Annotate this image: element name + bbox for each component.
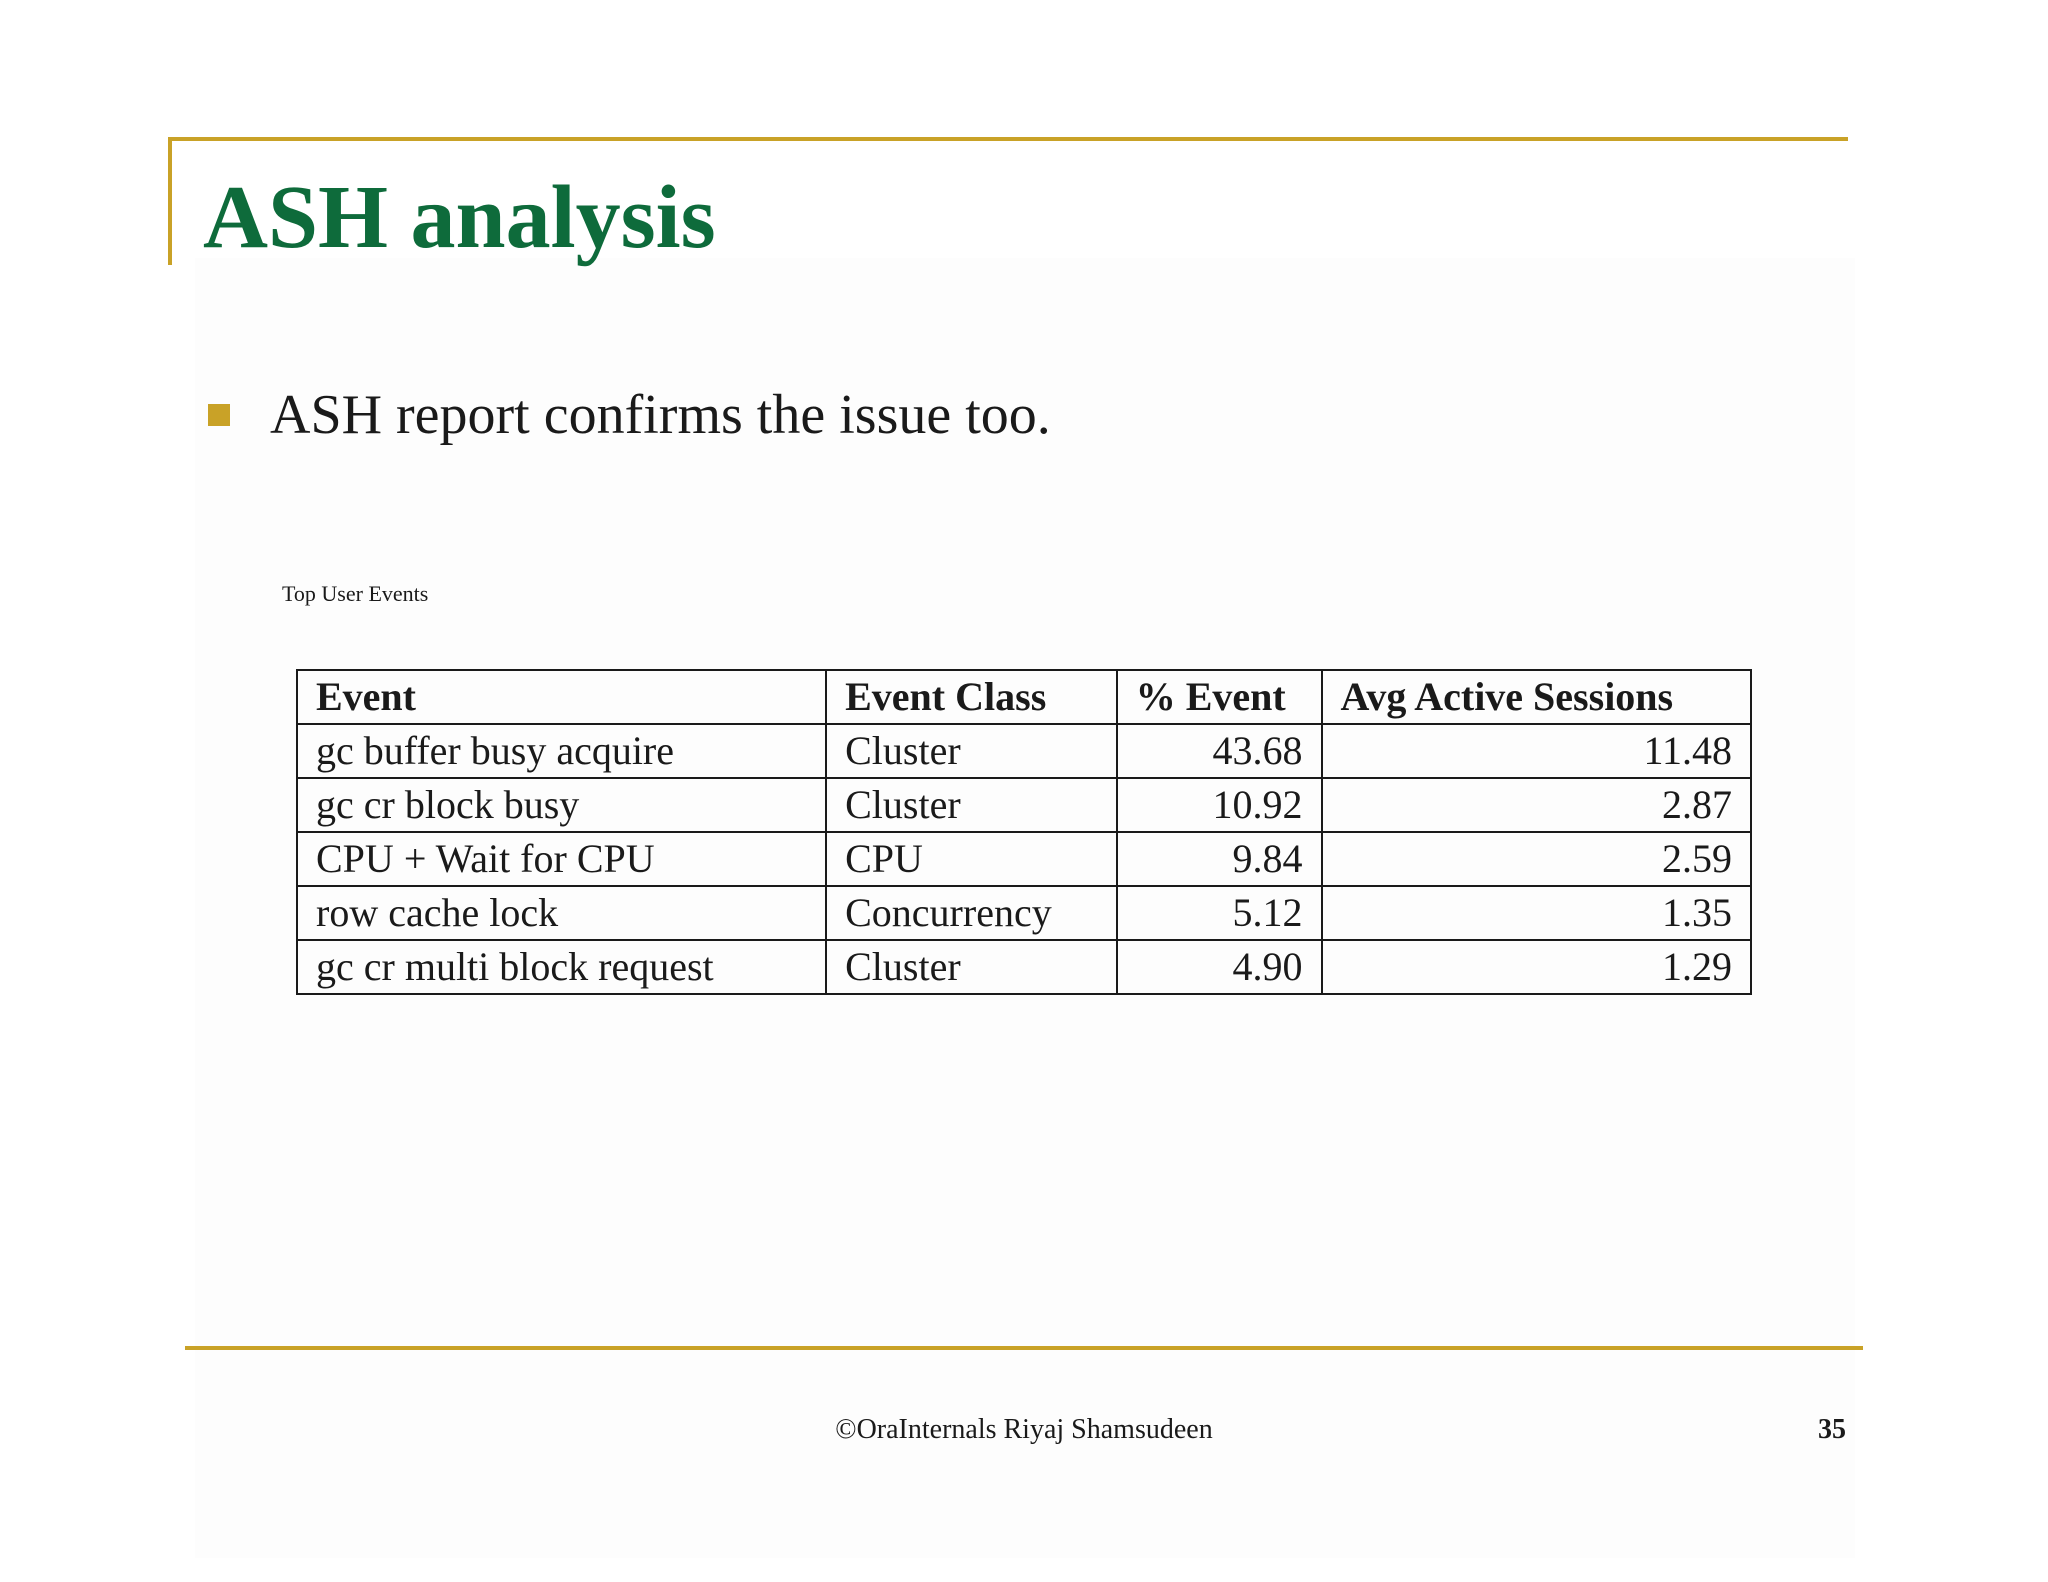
cell-avg-active-sessions: 1.35 [1322,886,1751,940]
table-row [297,724,1751,778]
cell-percent-event: 9.84 [1117,832,1322,886]
cell-event-class: Cluster [826,724,1117,778]
cell-event-class: Concurrency [826,886,1117,940]
cell-event: CPU + Wait for CPU [297,832,826,886]
cell-percent-event: 4.90 [1117,940,1322,994]
cell-event: row cache lock [297,886,826,940]
cell-percent-event: 10.92 [1117,778,1322,832]
bullet-square-icon [208,404,230,426]
header-avg-active-sessions: Avg Active Sessions [1322,670,1751,724]
table-row [297,940,1751,994]
table-row [297,832,1751,886]
header-percent-event: % Event [1117,670,1322,724]
footer-rule [185,1346,1863,1350]
footer-copyright: ©OraInternals Riyaj Shamsudeen [835,1414,1213,1445]
table-row [297,886,1751,940]
table-header-row [297,670,1751,724]
cell-percent-event: 43.68 [1117,724,1322,778]
cell-event-class: CPU [826,832,1117,886]
title-top-rule [168,137,1848,141]
cell-event: gc buffer busy acquire [297,724,826,778]
table-row [297,778,1751,832]
title-left-rule [168,137,172,265]
cell-event: gc cr multi block request [297,940,826,994]
cell-percent-event: 5.12 [1117,886,1322,940]
cell-avg-active-sessions: 2.59 [1322,832,1751,886]
cell-event-class: Cluster [826,778,1117,832]
cell-event-class: Cluster [826,940,1117,994]
slide-title: ASH analysis [203,168,716,267]
cell-avg-active-sessions: 11.48 [1322,724,1751,778]
bullet-text: ASH report confirms the issue too. [270,384,1051,446]
bullet-item [208,380,1051,450]
top-user-events-table [296,669,1752,995]
page-number: 35 [1818,1414,1846,1445]
cell-avg-active-sessions: 1.29 [1322,940,1751,994]
cell-avg-active-sessions: 2.87 [1322,778,1751,832]
cell-event: gc cr block busy [297,778,826,832]
header-event-class: Event Class [826,670,1117,724]
table-caption: Top User Events [282,581,429,606]
header-event: Event [297,670,826,724]
